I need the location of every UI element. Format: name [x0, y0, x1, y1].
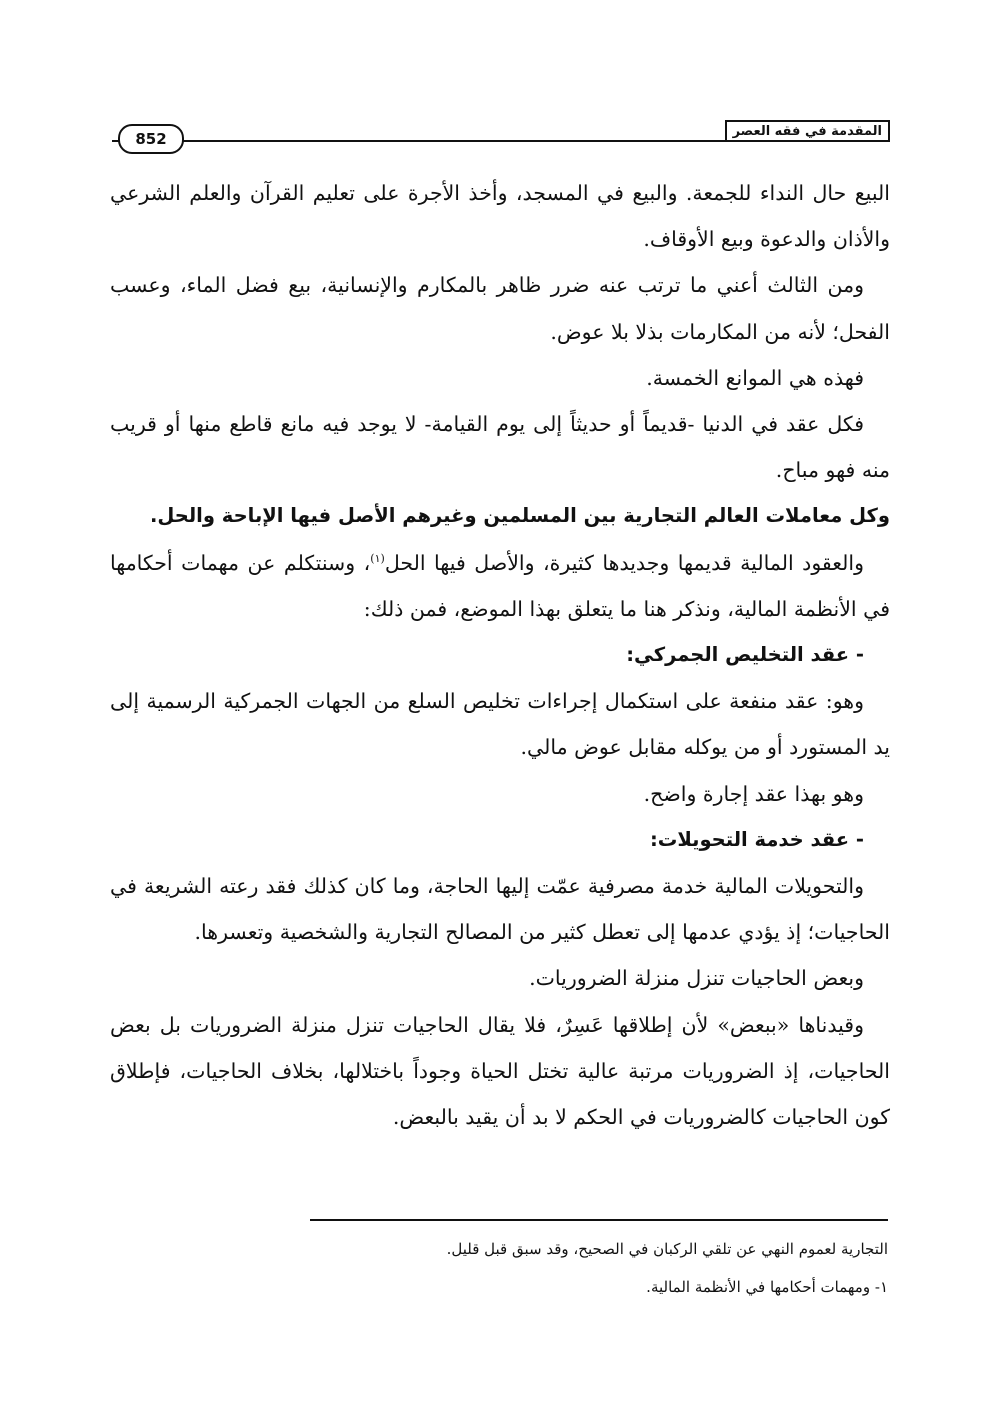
section-heading: - عقد التخليص الجمركي:	[626, 643, 864, 667]
footnote-continuation: التجارية لعموم النهي عن تلقي الركبان في الصحيح، وقد سبق قبل قليل.	[446, 1240, 888, 1258]
paragraph: والتحويلات المالية خدمة مصرفية عمّت إليها الحاجة، وما كان كذلك فقد رعته الشريعة في الحاجيات؛ إذ يؤدي عدمها إلى تعطل كثير من المصالح التجارية والشخصية وتعسرها.	[110, 874, 890, 945]
paragraph: وقيدناها «ببعض» لأن إطلاقها عَسِرٌ، فلا يقال الحاجيات تنزل منزلة الضروريات بل بعض الحاجيات، إذ الضروريات مرتبة عالية تختل الحياة وجوداً باختلالها، بخلاف الحاجيات، فإطلاق كون الحاجيات كالضروريات في الحكم لا بد أن يقيد بالبعض.	[110, 1012, 890, 1130]
main-text	[110, 170, 890, 1140]
paragraph-text: والعقود المالية قديمها وجديدها كثيرة، والأصل فيها الحل	[384, 550, 865, 575]
section-heading: - عقد خدمة التحويلات:	[649, 827, 864, 851]
footnote-reference: (١)	[370, 551, 385, 565]
page-number: 852	[118, 124, 184, 154]
paragraph: وهو: عقد منفعة على استكمال إجراءات تخليص السلع من الجهات الجمركية الرسمية إلى يد المستورد أو من يوكله مقابل عوض مالي.	[110, 689, 890, 760]
bold-statement: وكل معاملات العالم التجارية بين المسلمين وغيرهم الأصل فيها الإباحة والحل.	[149, 504, 890, 528]
footnote-1: ١- ومهمات أحكامها في الأنظمة المالية.	[646, 1278, 888, 1296]
footnote-rule	[310, 1219, 888, 1221]
paragraph: ومن الثالث أعني ما ترتب عنه ضرر ظاهر بالمكارم والإنسانية، بيع فضل الماء، وعسب الفحل؛ لأنه من المكارمات بذلا بلا عوض.	[110, 273, 890, 344]
footnotes	[310, 1230, 888, 1306]
paragraph: البيع حال النداء للجمعة. والبيع في المسجد، وأخذ الأجرة على تعليم القرآن والعلم الشرعي والأذان والدعوة وبيع الأوقاف.	[110, 181, 890, 252]
paragraph-text: ، وسنتكلم عن مهمات أحكامها في الأنظمة المالية، ونذكر هنا ما يتعلق بهذا الموضع، فمن ذلك:	[110, 550, 890, 621]
running-header-title: المقدمة في فقه العصر	[725, 120, 890, 142]
paragraph: وهو بهذا عقد إجارة واضح.	[643, 781, 864, 806]
paragraph: فكل عقد في الدنيا -قديماً أو حديثاً إلى يوم القيامة- لا يوجد فيه مانع قاطع منها أو قريب منه فهو مباح.	[110, 412, 890, 483]
paragraph-with-footnote	[110, 540, 890, 632]
paragraph: فهذه هي الموانع الخمسة.	[646, 365, 864, 390]
paragraph: وبعض الحاجيات تنزل منزلة الضروريات.	[529, 966, 864, 991]
